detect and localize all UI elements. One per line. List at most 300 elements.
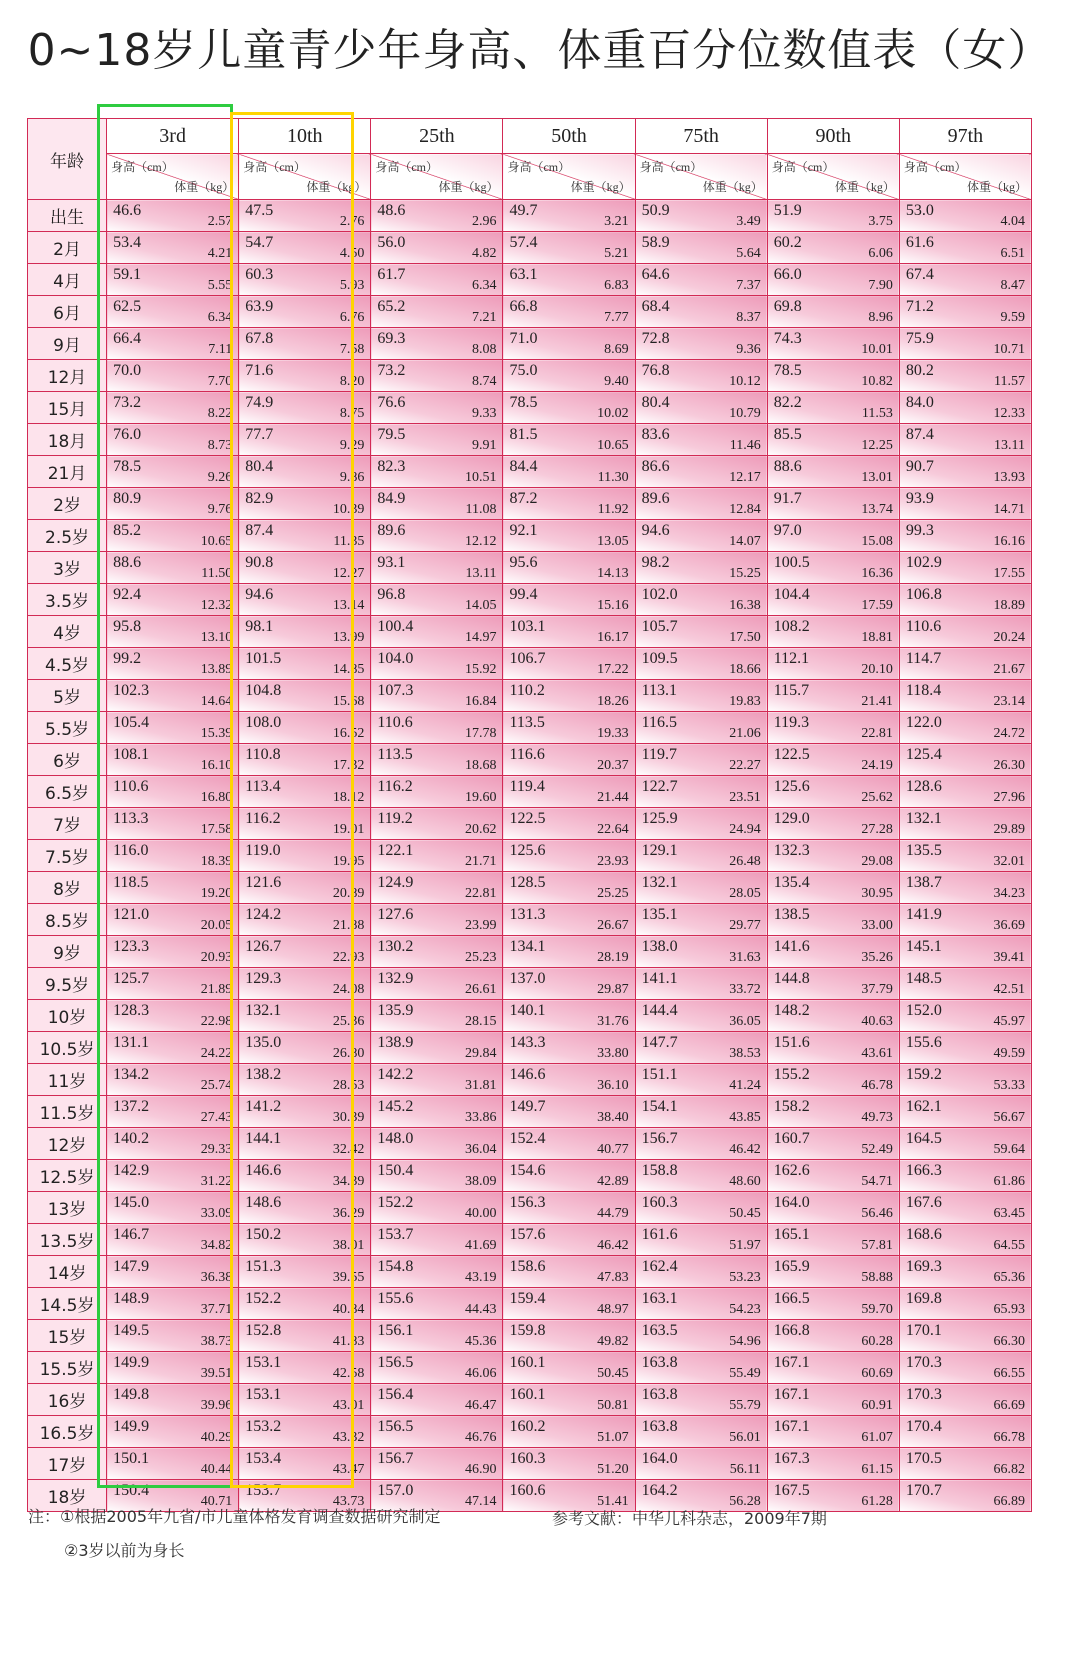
value-cell bbox=[635, 1352, 767, 1384]
height-value: 110.6 bbox=[377, 714, 413, 731]
height-value: 170.3 bbox=[905, 1386, 942, 1403]
height-unit-label: 身高（cm） bbox=[243, 160, 306, 174]
height-value: 169.3 bbox=[905, 1258, 942, 1275]
weight-value: 28.05 bbox=[729, 886, 761, 901]
value-cell bbox=[635, 488, 767, 520]
height-value: 149.9 bbox=[113, 1354, 150, 1371]
value-cell bbox=[239, 1416, 371, 1448]
height-value: 121.6 bbox=[245, 874, 282, 891]
weight-value: 8.73 bbox=[207, 438, 233, 453]
height-value: 58.9 bbox=[641, 234, 670, 251]
age-cell: 21月 bbox=[28, 456, 107, 488]
table-row bbox=[28, 1096, 1032, 1128]
weight-value: 14.05 bbox=[464, 598, 497, 613]
weight-value: 9.59 bbox=[1000, 310, 1025, 325]
weight-value: 12.27 bbox=[332, 566, 365, 581]
height-value: 88.6 bbox=[773, 458, 802, 475]
weight-value: 38.09 bbox=[464, 1174, 497, 1189]
height-value: 165.9 bbox=[773, 1258, 810, 1275]
value-cell bbox=[371, 1224, 503, 1256]
table-row bbox=[28, 264, 1032, 296]
value-cell bbox=[239, 328, 371, 360]
weight-value: 34.39 bbox=[332, 1174, 365, 1189]
value-cell bbox=[767, 424, 899, 456]
value-cell bbox=[239, 648, 371, 680]
weight-value: 66.55 bbox=[993, 1366, 1025, 1381]
weight-value: 45.97 bbox=[993, 1014, 1025, 1029]
weight-value: 11.53 bbox=[861, 406, 893, 421]
weight-unit-label: 体重（kg） bbox=[570, 180, 631, 194]
height-value: 63.1 bbox=[509, 266, 538, 283]
height-value: 148.0 bbox=[377, 1130, 414, 1147]
weight-value: 10.39 bbox=[332, 502, 365, 517]
value-cell bbox=[239, 616, 371, 648]
height-value: 119.7 bbox=[641, 746, 677, 763]
weight-value: 17.50 bbox=[729, 630, 761, 645]
height-unit-label: 身高（cm） bbox=[507, 160, 571, 174]
height-value: 118.5 bbox=[113, 874, 149, 891]
height-value: 125.9 bbox=[641, 810, 678, 827]
height-value: 90.8 bbox=[245, 554, 274, 571]
height-value: 156.7 bbox=[377, 1450, 414, 1467]
height-value: 159.2 bbox=[905, 1066, 942, 1083]
height-value: 122.1 bbox=[377, 842, 414, 859]
weight-value: 61.28 bbox=[861, 1494, 893, 1509]
height-value: 137.2 bbox=[113, 1098, 150, 1115]
value-cell bbox=[635, 1224, 767, 1256]
weight-value: 8.47 bbox=[1000, 278, 1025, 293]
height-value: 145.0 bbox=[113, 1194, 150, 1211]
height-value: 163.8 bbox=[641, 1354, 678, 1371]
value-cell bbox=[371, 1000, 503, 1032]
weight-value: 9.86 bbox=[339, 470, 365, 485]
weight-unit-label: 体重（kg） bbox=[306, 180, 367, 194]
height-value: 152.0 bbox=[905, 1002, 942, 1019]
value-cell bbox=[767, 680, 899, 712]
table-row bbox=[28, 488, 1032, 520]
value-cell bbox=[503, 328, 635, 360]
weight-value: 22.81 bbox=[861, 726, 893, 741]
unit-header-cell bbox=[107, 154, 239, 200]
weight-value: 11.46 bbox=[729, 438, 761, 453]
height-value: 134.2 bbox=[113, 1066, 150, 1083]
height-value: 79.5 bbox=[377, 426, 406, 443]
height-value: 164.2 bbox=[641, 1482, 678, 1499]
weight-value: 29.89 bbox=[993, 822, 1025, 837]
height-value: 60.2 bbox=[773, 234, 802, 251]
weight-value: 66.69 bbox=[993, 1398, 1025, 1413]
weight-value: 24.94 bbox=[729, 822, 761, 837]
height-value: 57.4 bbox=[509, 234, 538, 251]
height-value: 108.1 bbox=[113, 746, 150, 763]
weight-value: 65.36 bbox=[993, 1270, 1025, 1285]
value-cell bbox=[503, 1096, 635, 1128]
weight-value: 33.86 bbox=[464, 1110, 497, 1125]
height-value: 84.9 bbox=[377, 490, 406, 507]
weight-value: 42.58 bbox=[332, 1366, 365, 1381]
weight-value: 42.51 bbox=[993, 982, 1025, 997]
age-cell: 8.5岁 bbox=[28, 904, 107, 936]
age-cell: 2岁 bbox=[28, 488, 107, 520]
value-cell bbox=[899, 584, 1031, 616]
height-value: 108.2 bbox=[773, 618, 810, 635]
value-cell bbox=[107, 1128, 239, 1160]
weight-value: 24.08 bbox=[332, 982, 365, 997]
weight-value: 21.88 bbox=[332, 918, 365, 933]
weight-value: 12.32 bbox=[200, 598, 233, 613]
height-value: 64.6 bbox=[641, 266, 670, 283]
height-value: 78.5 bbox=[113, 458, 142, 475]
weight-value: 16.84 bbox=[464, 694, 497, 709]
height-value: 154.6 bbox=[509, 1162, 546, 1179]
weight-value: 17.78 bbox=[464, 726, 497, 741]
height-value: 164.5 bbox=[905, 1130, 942, 1147]
value-cell bbox=[371, 552, 503, 584]
value-cell bbox=[371, 1032, 503, 1064]
height-value: 129.0 bbox=[773, 810, 810, 827]
weight-value: 26.80 bbox=[332, 1046, 365, 1061]
height-value: 76.6 bbox=[377, 394, 406, 411]
height-value: 51.9 bbox=[773, 202, 802, 219]
weight-value: 40.44 bbox=[200, 1462, 233, 1477]
value-cell bbox=[371, 232, 503, 264]
height-value: 155.6 bbox=[905, 1034, 942, 1051]
height-value: 138.5 bbox=[773, 906, 810, 923]
weight-value: 33.00 bbox=[861, 918, 893, 933]
weight-value: 53.33 bbox=[993, 1078, 1025, 1093]
weight-value: 36.29 bbox=[332, 1206, 365, 1221]
height-value: 147.9 bbox=[113, 1258, 150, 1275]
height-value: 153.7 bbox=[377, 1226, 414, 1243]
height-value: 164.0 bbox=[641, 1450, 678, 1467]
height-value: 107.3 bbox=[377, 682, 414, 699]
height-value: 156.5 bbox=[377, 1418, 414, 1435]
height-value: 54.7 bbox=[245, 234, 274, 251]
height-value: 85.5 bbox=[773, 426, 802, 443]
height-value: 84.0 bbox=[905, 394, 934, 411]
value-cell bbox=[899, 616, 1031, 648]
table-row bbox=[28, 936, 1032, 968]
height-value: 141.6 bbox=[773, 938, 810, 955]
weight-value: 31.76 bbox=[597, 1014, 629, 1029]
value-cell bbox=[767, 296, 899, 328]
weight-value: 7.70 bbox=[207, 374, 233, 389]
weight-value: 34.23 bbox=[993, 886, 1025, 901]
height-value: 167.1 bbox=[773, 1354, 810, 1371]
height-value: 125.6 bbox=[773, 778, 810, 795]
height-value: 77.7 bbox=[245, 426, 274, 443]
height-value: 151.3 bbox=[245, 1258, 282, 1275]
weight-value: 50.45 bbox=[729, 1206, 761, 1221]
table-row bbox=[28, 328, 1032, 360]
value-cell bbox=[899, 552, 1031, 584]
weight-value: 50.45 bbox=[597, 1366, 629, 1381]
value-cell bbox=[767, 1032, 899, 1064]
reference: 参考文献：中华儿科杂志，2009年7期 bbox=[552, 1509, 827, 1528]
value-cell bbox=[239, 1288, 371, 1320]
height-value: 170.5 bbox=[905, 1450, 942, 1467]
value-cell bbox=[635, 1192, 767, 1224]
percentile-header: 90th bbox=[767, 119, 899, 154]
value-cell bbox=[371, 1448, 503, 1480]
value-cell bbox=[107, 264, 239, 296]
value-cell bbox=[239, 872, 371, 904]
table-row bbox=[28, 840, 1032, 872]
value-cell bbox=[767, 200, 899, 232]
height-value: 99.3 bbox=[905, 522, 934, 539]
value-cell bbox=[899, 776, 1031, 808]
value-cell bbox=[107, 904, 239, 936]
height-value: 106.7 bbox=[509, 650, 546, 667]
weight-unit-label: 体重（kg） bbox=[834, 180, 895, 194]
weight-value: 8.74 bbox=[471, 374, 497, 389]
age-cell: 6.5岁 bbox=[28, 776, 107, 808]
weight-value: 17.22 bbox=[597, 662, 629, 677]
value-cell bbox=[899, 1256, 1031, 1288]
weight-value: 51.20 bbox=[597, 1462, 629, 1477]
value-cell bbox=[767, 1416, 899, 1448]
value-cell bbox=[371, 392, 503, 424]
value-cell bbox=[239, 360, 371, 392]
height-value: 144.4 bbox=[641, 1002, 678, 1019]
value-cell bbox=[371, 584, 503, 616]
unit-header-row bbox=[28, 154, 1032, 200]
value-cell bbox=[107, 1448, 239, 1480]
height-value: 116.6 bbox=[509, 746, 545, 763]
height-value: 152.4 bbox=[509, 1130, 546, 1147]
height-value: 104.0 bbox=[377, 650, 414, 667]
height-value: 80.4 bbox=[641, 394, 670, 411]
weight-value: 7.21 bbox=[471, 310, 497, 325]
value-cell bbox=[635, 424, 767, 456]
value-cell bbox=[239, 264, 371, 296]
value-cell bbox=[107, 712, 239, 744]
value-cell bbox=[371, 968, 503, 1000]
weight-value: 53.23 bbox=[729, 1270, 761, 1285]
value-cell bbox=[899, 1352, 1031, 1384]
value-cell bbox=[107, 616, 239, 648]
age-cell: 10岁 bbox=[28, 1000, 107, 1032]
weight-value: 40.63 bbox=[861, 1014, 893, 1029]
value-cell bbox=[899, 296, 1031, 328]
weight-unit-label: 体重（kg） bbox=[438, 180, 499, 194]
height-value: 138.2 bbox=[245, 1066, 282, 1083]
height-value: 81.5 bbox=[509, 426, 538, 443]
value-cell bbox=[899, 872, 1031, 904]
value-cell bbox=[239, 1096, 371, 1128]
weight-value: 44.79 bbox=[597, 1206, 629, 1221]
value-cell bbox=[899, 968, 1031, 1000]
unit-header-cell bbox=[635, 154, 767, 200]
weight-value: 20.62 bbox=[464, 822, 497, 837]
value-cell bbox=[635, 520, 767, 552]
height-value: 135.9 bbox=[377, 1002, 414, 1019]
height-value: 170.3 bbox=[905, 1354, 942, 1371]
height-value: 152.2 bbox=[377, 1194, 414, 1211]
weight-value: 51.97 bbox=[729, 1238, 761, 1253]
age-cell: 4月 bbox=[28, 264, 107, 296]
value-cell bbox=[107, 1160, 239, 1192]
height-value: 105.4 bbox=[113, 714, 150, 731]
height-value: 129.1 bbox=[641, 842, 678, 859]
value-cell bbox=[899, 424, 1031, 456]
age-cell: 14.5岁 bbox=[28, 1288, 107, 1320]
height-value: 151.1 bbox=[641, 1066, 678, 1083]
age-cell: 8岁 bbox=[28, 872, 107, 904]
value-cell bbox=[371, 200, 503, 232]
table-row bbox=[28, 1032, 1032, 1064]
value-cell bbox=[767, 712, 899, 744]
value-cell bbox=[899, 1032, 1031, 1064]
weight-value: 39.51 bbox=[200, 1366, 233, 1381]
value-cell bbox=[899, 840, 1031, 872]
height-value: 157.6 bbox=[509, 1226, 546, 1243]
weight-value: 61.07 bbox=[861, 1430, 893, 1445]
value-cell bbox=[767, 872, 899, 904]
height-value: 149.5 bbox=[113, 1322, 150, 1339]
value-cell bbox=[767, 1064, 899, 1096]
value-cell bbox=[899, 456, 1031, 488]
height-value: 148.5 bbox=[905, 970, 942, 987]
height-value: 67.8 bbox=[245, 330, 274, 347]
weight-value: 26.61 bbox=[464, 982, 497, 997]
weight-value: 4.21 bbox=[207, 246, 233, 261]
value-cell bbox=[503, 424, 635, 456]
weight-value: 9.91 bbox=[471, 438, 497, 453]
value-cell bbox=[899, 808, 1031, 840]
weight-value: 25.25 bbox=[597, 886, 629, 901]
weight-value: 24.19 bbox=[861, 758, 893, 773]
weight-value: 15.25 bbox=[729, 566, 761, 581]
weight-value: 12.25 bbox=[861, 438, 893, 453]
value-cell bbox=[107, 520, 239, 552]
value-cell bbox=[107, 488, 239, 520]
value-cell bbox=[503, 1032, 635, 1064]
weight-value: 21.89 bbox=[200, 982, 233, 997]
weight-value: 40.71 bbox=[200, 1494, 233, 1509]
weight-value: 43.32 bbox=[332, 1430, 365, 1445]
height-value: 93.9 bbox=[905, 490, 934, 507]
weight-value: 3.21 bbox=[604, 214, 629, 229]
percentile-header: 25th bbox=[371, 119, 503, 154]
weight-value: 11.08 bbox=[465, 502, 497, 517]
value-cell bbox=[635, 936, 767, 968]
weight-value: 36.04 bbox=[464, 1142, 497, 1157]
weight-value: 10.65 bbox=[200, 534, 233, 549]
value-cell bbox=[107, 328, 239, 360]
weight-value: 36.38 bbox=[200, 1270, 233, 1285]
value-cell bbox=[899, 1448, 1031, 1480]
value-cell bbox=[239, 296, 371, 328]
weight-value: 43.47 bbox=[332, 1462, 365, 1477]
height-value: 145.1 bbox=[905, 938, 942, 955]
height-value: 116.2 bbox=[377, 778, 413, 795]
table-body bbox=[28, 200, 1032, 1512]
table-row bbox=[28, 680, 1032, 712]
weight-value: 11.35 bbox=[333, 534, 365, 549]
weight-value: 15.68 bbox=[332, 694, 365, 709]
value-cell bbox=[371, 520, 503, 552]
weight-value: 5.93 bbox=[339, 278, 365, 293]
height-value: 123.3 bbox=[113, 938, 150, 955]
value-cell bbox=[239, 744, 371, 776]
height-value: 135.0 bbox=[245, 1034, 282, 1051]
height-value: 143.3 bbox=[509, 1034, 546, 1051]
value-cell bbox=[899, 1000, 1031, 1032]
weight-value: 54.23 bbox=[729, 1302, 761, 1317]
height-value: 160.2 bbox=[509, 1418, 546, 1435]
height-value: 157.0 bbox=[377, 1482, 414, 1499]
value-cell bbox=[635, 1160, 767, 1192]
weight-value: 7.11 bbox=[208, 342, 233, 357]
height-value: 129.3 bbox=[245, 970, 282, 987]
value-cell bbox=[635, 680, 767, 712]
value-cell bbox=[371, 456, 503, 488]
age-cell: 3岁 bbox=[28, 552, 107, 584]
height-value: 163.8 bbox=[641, 1386, 678, 1403]
value-cell bbox=[371, 808, 503, 840]
height-value: 158.6 bbox=[509, 1258, 546, 1275]
value-cell bbox=[503, 968, 635, 1000]
height-value: 48.6 bbox=[377, 202, 406, 219]
value-cell bbox=[239, 1448, 371, 1480]
weight-value: 18.39 bbox=[200, 854, 233, 869]
value-cell bbox=[371, 744, 503, 776]
value-cell bbox=[899, 1384, 1031, 1416]
weight-value: 45.36 bbox=[464, 1334, 497, 1349]
value-cell bbox=[767, 776, 899, 808]
height-value: 154.1 bbox=[641, 1098, 678, 1115]
height-value: 95.6 bbox=[509, 554, 538, 571]
weight-value: 18.89 bbox=[993, 598, 1025, 613]
age-cell: 6岁 bbox=[28, 744, 107, 776]
weight-value: 11.50 bbox=[201, 566, 233, 581]
value-cell bbox=[371, 360, 503, 392]
height-value: 47.5 bbox=[245, 202, 274, 219]
weight-value: 47.83 bbox=[597, 1270, 629, 1285]
weight-value: 3.75 bbox=[868, 214, 893, 229]
height-value: 138.7 bbox=[905, 874, 942, 891]
height-value: 116.2 bbox=[245, 810, 281, 827]
weight-value: 43.73 bbox=[332, 1494, 365, 1509]
height-value: 116.5 bbox=[641, 714, 677, 731]
height-value: 53.0 bbox=[905, 202, 934, 219]
height-value: 65.2 bbox=[377, 298, 406, 315]
weight-value: 2.96 bbox=[471, 214, 497, 229]
value-cell bbox=[239, 1256, 371, 1288]
value-cell bbox=[503, 1288, 635, 1320]
value-cell bbox=[503, 1224, 635, 1256]
height-value: 61.6 bbox=[905, 234, 934, 251]
height-value: 68.4 bbox=[641, 298, 670, 315]
weight-value: 19.60 bbox=[464, 790, 497, 805]
value-cell bbox=[899, 1416, 1031, 1448]
age-column-header: 年龄 bbox=[28, 119, 107, 200]
height-value: 110.6 bbox=[113, 778, 149, 795]
value-cell bbox=[503, 808, 635, 840]
weight-value: 43.01 bbox=[332, 1398, 365, 1413]
weight-value: 55.79 bbox=[729, 1398, 761, 1413]
value-cell bbox=[371, 616, 503, 648]
value-cell bbox=[635, 264, 767, 296]
value-cell bbox=[635, 1384, 767, 1416]
weight-value: 66.89 bbox=[993, 1494, 1025, 1509]
value-cell bbox=[635, 1288, 767, 1320]
height-value: 59.1 bbox=[113, 266, 142, 283]
height-unit-label: 身高（cm） bbox=[903, 160, 967, 174]
weight-value: 2.57 bbox=[207, 214, 233, 229]
weight-value: 32.42 bbox=[332, 1142, 365, 1157]
